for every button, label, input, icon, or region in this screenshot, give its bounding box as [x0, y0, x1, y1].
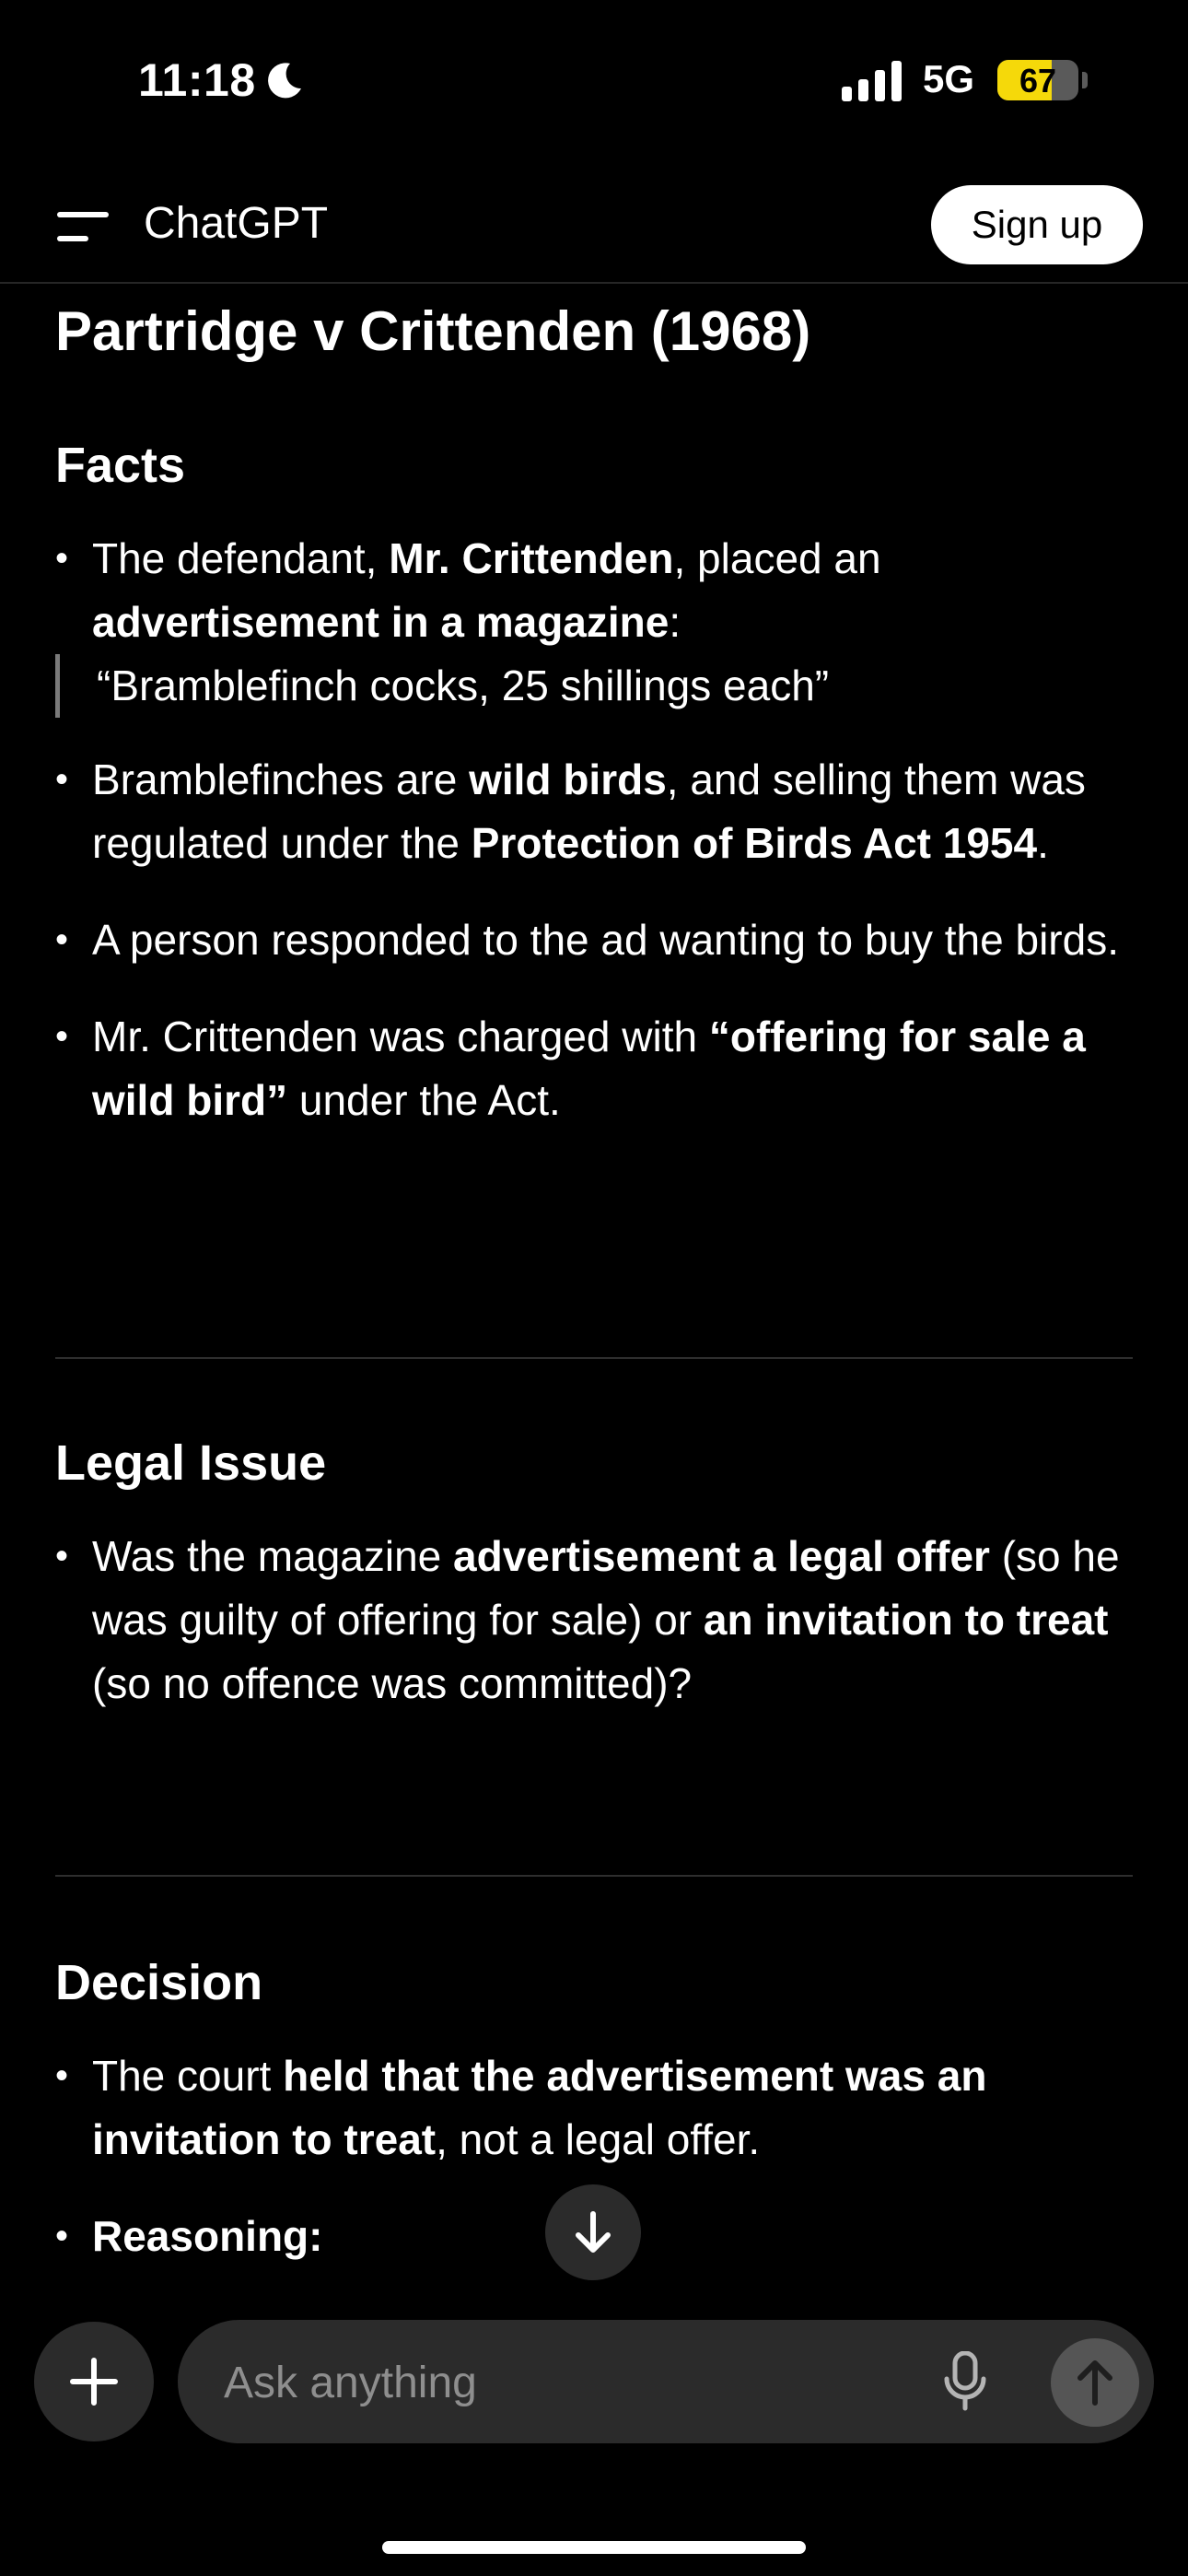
divider [55, 1357, 1133, 1359]
decision-heading: Decision [55, 1955, 263, 2010]
plus-icon [34, 2322, 154, 2441]
signal-icon [842, 61, 903, 101]
arrow-up-icon [1051, 2338, 1139, 2427]
send-button[interactable] [1051, 2338, 1139, 2427]
ad-quote: “Bramblefinch cocks, 25 shillings each” [55, 654, 1133, 718]
divider [55, 1875, 1133, 1877]
list-item: • Bramblefinches are wild birds, and selling them was regulated under the Protection of Birds Act 1954. [55, 748, 1133, 875]
facts-list [55, 527, 1133, 1132]
legal-issue-heading: Legal Issue [55, 1435, 327, 1491]
battery-icon [997, 60, 1078, 100]
network-type: 5G [923, 57, 975, 100]
message-input[interactable] [222, 2351, 926, 2414]
list-item: • Reasoning: [55, 2205, 1133, 2268]
home-indicator [382, 2541, 806, 2554]
moon-icon [265, 61, 304, 100]
list-item: • The defendant, Mr. Crittenden, placed an advertisement in a magazine: “Bramblefinch cocks, 25 shillings each” [55, 527, 1133, 718]
status-time: 11:18 [138, 54, 256, 106]
list-item: • Mr. Crittenden was charged with “offering for sale a wild bird” under the Act. [55, 1005, 1133, 1132]
battery-tip [1082, 72, 1088, 88]
app-header [0, 175, 1188, 284]
signup-button[interactable]: Sign up [931, 185, 1143, 264]
list-item: • The court held that the advertisement was an invitation to treat, not a legal offer. [55, 2044, 1133, 2172]
chat-response [55, 295, 1133, 2260]
scroll-to-bottom-button[interactable] [545, 2184, 641, 2280]
facts-heading: Facts [55, 438, 186, 493]
battery-percentage: 67 [1019, 62, 1057, 100]
legal-issue-list [55, 1525, 1133, 1715]
legal-issue-section [55, 1431, 1133, 1715]
menu-icon[interactable] [57, 208, 109, 245]
microphone-icon[interactable] [942, 2351, 988, 2412]
list-item: • A person responded to the ad wanting to buy the birds. [55, 908, 1133, 972]
list-item: • Was the magazine advertisement a legal offer (so he was guilty of offering for sale) or an invitation to treat (so no offence was committed)? [55, 1525, 1133, 1715]
app-title: ChatGPT [144, 199, 329, 248]
composer [178, 2320, 1154, 2443]
status-bar [0, 0, 1188, 161]
facts-section [55, 433, 1133, 1132]
arrow-down-icon [545, 2184, 641, 2280]
case-title: Partridge v Crittenden (1968) [55, 300, 811, 362]
add-attachment-button[interactable] [34, 2322, 154, 2441]
